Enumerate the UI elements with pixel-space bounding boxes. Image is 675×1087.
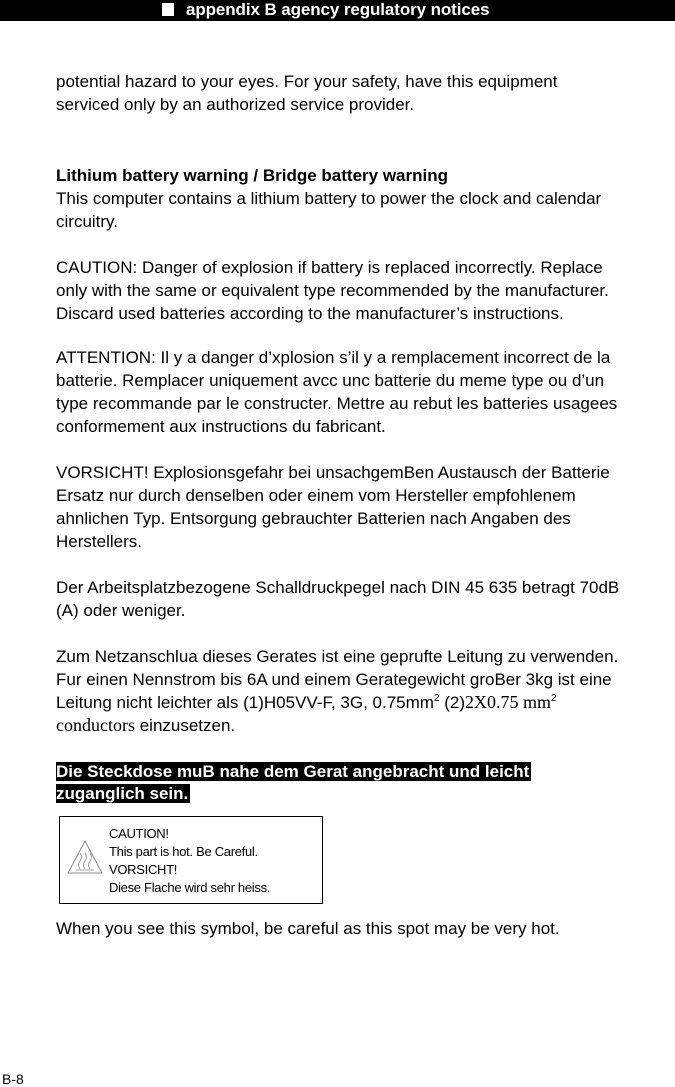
label-line: Diese Flache wird sehr heiss. [109, 880, 271, 895]
hot-surface-label [59, 816, 323, 904]
attention-line: type recommande par le constructer. Mettre au rebut les batteries usagees [56, 394, 618, 413]
noise-line: Der Arbeitsplatzbezogene Schalldruckpegel nach DIN 45 635 betragt 70dB [56, 578, 620, 597]
socket-text: Die Steckdose muB nahe dem Gerat angebracht und leicht [56, 762, 530, 781]
superscript: 2 [433, 693, 440, 704]
label-line: This part is hot. Be Careful. [109, 844, 258, 859]
lithium-heading: Lithium battery warning / Bridge battery warning [56, 166, 448, 185]
lithium-line: This computer contains a lithium battery to power the clock and calendar [56, 189, 602, 208]
intro-line: potential hazard to your eyes. For your safety, have this equipment [56, 72, 558, 91]
attention-line: ATTENTION: Il y a danger d’xplosion s’il y a remplacement incorrect de la [56, 348, 611, 367]
header-title: appendix B agency regulatory notices [186, 0, 490, 19]
symbol-note: When you see this symbol, be careful as this spot may be very hot. [56, 919, 560, 938]
power-line [56, 691, 557, 714]
power-text: einzusetzen. [134, 716, 236, 735]
power-line: Zum Netzanschlua dieses Gerates ist eine geprufte Leitung zu verwenden. [56, 647, 619, 666]
power-text: conductors [56, 715, 135, 735]
socket-line [56, 782, 190, 805]
noise-line: (A) oder weniger. [56, 601, 186, 620]
label-line: CAUTION! [109, 826, 169, 841]
caution-line: Discard used batteries according to the manufacturer’s instructions. [56, 304, 564, 323]
page-number: B-8 [2, 1071, 24, 1087]
label-line: VORSICHT! [109, 862, 178, 877]
socket-line [56, 760, 531, 783]
power-text: 2X0.75 mm [465, 692, 552, 712]
power-line: Fur einen Nennstrom bis 6A und einem Gerategewicht groBer 3kg ist eine [56, 670, 612, 689]
vorsicht-line: VORSICHT! Explosionsgefahr bei unsachgemBen Austausch der Batterie [56, 463, 610, 482]
power-text: (2) [439, 693, 466, 712]
intro-line: serviced only by an authorized service provider. [56, 95, 415, 114]
square-bullet-icon [162, 3, 174, 16]
page-header [0, 0, 675, 21]
power-text: Leitung nicht leichter als (1)H05VV-F, 3G, 0.75mm [56, 693, 434, 712]
hot-surface-warning-icon [66, 839, 104, 875]
power-line [56, 714, 235, 737]
attention-line: batterie. Remplacer uniquement avcc unc batterie du meme type ou d’un [56, 371, 605, 390]
socket-text: zuganglich sein. [56, 784, 189, 803]
superscript: 2 [551, 693, 557, 704]
lithium-line: circuitry. [56, 212, 119, 231]
vorsicht-line: ahnlichen Typ. Entsorgung gebrauchter Batterien nach Angaben des [56, 509, 571, 528]
caution-line: CAUTION: Danger of explosion if battery is replaced incorrectly. Replace [56, 258, 603, 277]
vorsicht-line: Herstellers. [56, 532, 142, 551]
attention-line: conformement aux instructions du fabricant. [56, 417, 386, 436]
caution-line: only with the same or equivalent type recommended by the manufacturer. [56, 281, 609, 300]
vorsicht-line: Ersatz nur durch denselben oder einem vom Hersteller empfohlenem [56, 486, 576, 505]
